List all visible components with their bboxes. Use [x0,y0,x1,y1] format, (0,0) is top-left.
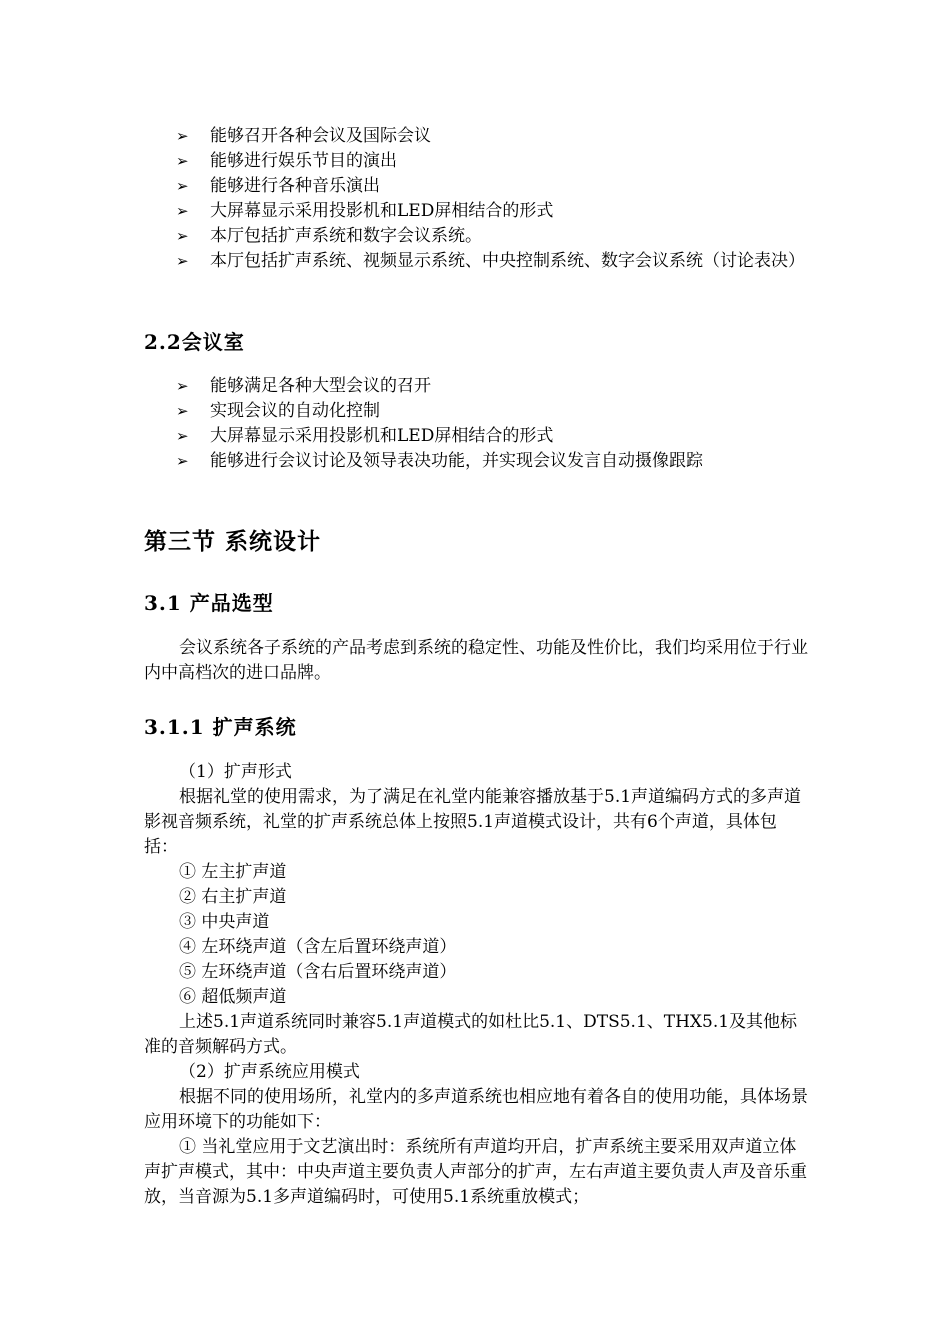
list-item: ➢ 本厅包括扩声系统和数字会议系统。 [176,224,810,249]
feature-list-meeting-room [176,374,810,474]
channel-item: ⑥ 超低频声道 [179,987,287,1007]
feature-list-hall [176,124,810,274]
arrow-bullet-icon: ➢ [176,427,189,445]
paragraph-performance: ① 当礼堂应用于文艺演出时：系统所有声道均开启，扩声系统主要采用双声道立体声扩声模式，其中：中央声道主要负责人声部分的扩声，左右声道主要负责人声及音乐重放，当音源为5.1多声道编码时，可使用5.1系统重放模式； [144,1137,807,1207]
paragraph-product-selection: 会议系统各子系统的产品考虑到系统的稳定性、功能及性价比，我们均采用位于行业内中高档次的进口品牌。 [144,638,808,683]
paragraph-modes: 根据不同的使用场所，礼堂内的多声道系统也相应地有着各自的使用功能，具体场景应用环境下的功能如下： [144,1087,808,1132]
subheading-modes: （2）扩声系统应用模式 [179,1062,360,1082]
channel-item: ① 左主扩声道 [179,862,287,882]
channel-item: ④ 左环绕声道（含左后置环绕声道） [179,937,457,957]
subheading-form: （1）扩声形式 [179,762,292,782]
list-item: ➢ 能够召开各种会议及国际会议 [176,124,810,149]
arrow-bullet-icon: ➢ [176,252,189,270]
list-item: ➢ 大屏幕显示采用投影机和LED屏相结合的形式 [176,199,810,224]
section-heading: 第三节 系统设计 [144,528,322,555]
channel-item: ⑤ 左环绕声道（含右后置环绕声道） [179,962,457,982]
list-item: ➢ 本厅包括扩声系统、视频显示系统、中央控制系统、数字会议系统（讨论表决） [176,249,810,274]
arrow-bullet-icon: ➢ [176,152,189,170]
arrow-bullet-icon: ➢ [176,402,189,420]
paragraph-compat: 上述5.1声道系统同时兼容5.1声道模式的如杜比5.1、DTS5.1、THX5.1及其他标准的音频解码方式。 [144,1012,798,1057]
list-item: ➢ 能够满足各种大型会议的召开 [176,374,810,399]
list-item: ➢ 能够进行会议讨论及领导表决功能，并实现会议发言自动摄像跟踪 [176,449,810,474]
arrow-bullet-icon: ➢ [176,377,189,395]
arrow-bullet-icon: ➢ [176,227,189,245]
channel-item: ③ 中央声道 [179,912,270,932]
heading-3-1-1: 3.1.1 扩声系统 [144,715,297,739]
arrow-bullet-icon: ➢ [176,127,189,145]
heading-3-1: 3.1 产品选型 [144,591,274,615]
list-item: ➢ 大屏幕显示采用投影机和LED屏相结合的形式 [176,424,810,449]
list-item: ➢ 实现会议的自动化控制 [176,399,810,424]
list-item: ➢ 能够进行娱乐节目的演出 [176,149,810,174]
arrow-bullet-icon: ➢ [176,452,189,470]
arrow-bullet-icon: ➢ [176,202,189,220]
paragraph-form: 根据礼堂的使用需求，为了满足在礼堂内能兼容播放基于5.1声道编码方式的多声道影视音频系统，礼堂的扩声系统总体上按照5.1声道模式设计，共有6个声道，具体包括： [144,787,802,857]
list-item: ➢ 能够进行各种音乐演出 [176,174,810,199]
arrow-bullet-icon: ➢ [176,177,189,195]
channel-item: ② 右主扩声道 [179,887,287,907]
heading-2-2: 2.2会议室 [144,330,245,354]
